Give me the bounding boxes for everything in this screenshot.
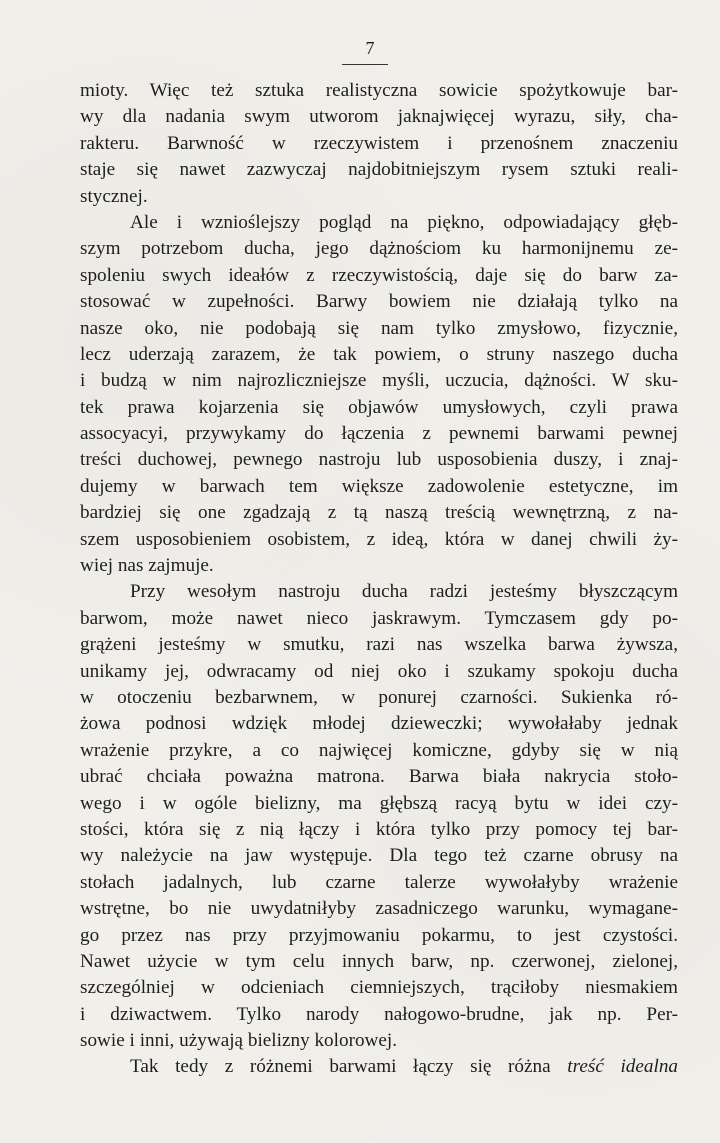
- text-line: go przez nas przy przyjmowaniu pokarmu, to jest czystości.: [80, 924, 678, 946]
- text-line: szym potrzebom ducha, jego dążnościom ku harmonijnemu ze-: [80, 238, 678, 260]
- text-line: dujemy w barwach tem większe zadowolenie estetyczne, im: [80, 475, 678, 497]
- text-line: i dziwactwem. Tylko narody nałogowo-brudne, jak np. Per-: [80, 1003, 678, 1025]
- final-line-italic: treść idealna: [567, 1056, 678, 1078]
- text-line: staje się nawet zazwyczaj najdobitniejszym rysem sztuki reali-: [80, 159, 678, 181]
- page-number-rule: [342, 64, 388, 65]
- text-line: wiej nas zajmuje.: [80, 555, 214, 577]
- text-line: szczególniej w odcieniach ciemniejszych, trąciłoby niesmakiem: [80, 977, 678, 999]
- text-line: spoleniu swych ideałów z rzeczywistością, daje się do barw za-: [80, 264, 678, 286]
- text-line: wy należycie na jaw występuje. Dla tego też czarne obrusy na: [80, 845, 678, 867]
- text-line: tek prawa kojarzenia się objawów umysłowych, czyli prawa: [80, 396, 678, 418]
- text-line: Ale i wznioślejszy pogląd na piękno, odpowiadający głęb-: [130, 211, 678, 233]
- text-line: stycznej.: [80, 185, 148, 207]
- text-line: wrażenie przykre, a co najwięcej komiczne, gdyby się w nią: [80, 739, 678, 761]
- text-line: żowa podnosi wdzięk młodej dzieweczki; wywołałaby jednak: [80, 713, 678, 735]
- text-line: nasze oko, nie podobają się nam tylko zmysłowo, fizycznie,: [80, 317, 678, 339]
- text-line: mioty. Więc też sztuka realistyczna sowicie spożytkowuje bar-: [80, 80, 678, 101]
- text-line: rakteru. Barwność w rzeczywistem i przenośnem znaczeniu: [80, 132, 678, 154]
- text-line: grążeni jesteśmy w smutku, razi nas wszelka barwa żywsza,: [80, 634, 678, 656]
- final-line-text: Tak tedy z różnemi barwami łączy się różna: [130, 1056, 568, 1078]
- text-line: stości, która się z nią łączy i która tylko przy pomocy tej bar-: [80, 818, 678, 840]
- text-line: wstrętne, bo nie uwydatniłyby zasadniczego warunku, wymagane-: [80, 898, 678, 920]
- text-line: unikamy jej, odwracamy od niej oko i szukamy spokoju ducha: [80, 660, 678, 682]
- text-line: Przy wesołym nastroju ducha radzi jesteśmy błyszczącym: [130, 581, 678, 603]
- text-line: w otoczeniu bezbarwnem, w ponurej czarności. Sukienka ró-: [80, 686, 678, 708]
- text-line: treści duchowej, pewnego nastroju lub usposobienia duszy, i znaj-: [80, 449, 678, 471]
- text-line: Nawet użycie w tym celu innych barw, np. czerwonej, zielonej,: [80, 950, 678, 972]
- page-number: 7: [365, 38, 375, 58]
- body-text: [80, 78, 678, 1081]
- text-line: sowie i inni, używają bielizny kolorowej.: [80, 1030, 398, 1052]
- text-line-final: [80, 1054, 678, 1080]
- text-line: wy dla nadania swym utworom jaknajwięcej wyrazu, siły, cha-: [80, 106, 678, 128]
- text-line: lecz uderzają zarazem, że tak powiem, o struny naszego ducha: [80, 343, 678, 365]
- text-line: stosować w zupełności. Barwy bowiem nie działają tylko na: [80, 291, 678, 313]
- text-line: i budzą w nim najrozliczniejsze myśli, uczucia, dążności. W sku-: [80, 370, 678, 392]
- text-line: assocyacyi, przywykamy do łączenia z pewnemi barwami pewnej: [80, 423, 678, 445]
- text-line: szem usposobieniem osobistem, z ideą, która w danej chwili ży-: [80, 528, 678, 550]
- text-line: stołach jadalnych, lub czarne talerze wywołałyby wrażenie: [80, 871, 678, 893]
- text-line: ubrać chciała poważna matrona. Barwa biała nakrycia stoło-: [80, 766, 678, 788]
- text-line: wego i w ogóle bielizny, ma głębszą racyą bytu w idei czy-: [80, 792, 678, 814]
- text-line: bardziej się one zgadzają z tą naszą treścią wewnętrzną, z na-: [80, 502, 678, 524]
- text-line: barwom, może nawet nieco jaskrawym. Tymczasem gdy po-: [80, 607, 678, 629]
